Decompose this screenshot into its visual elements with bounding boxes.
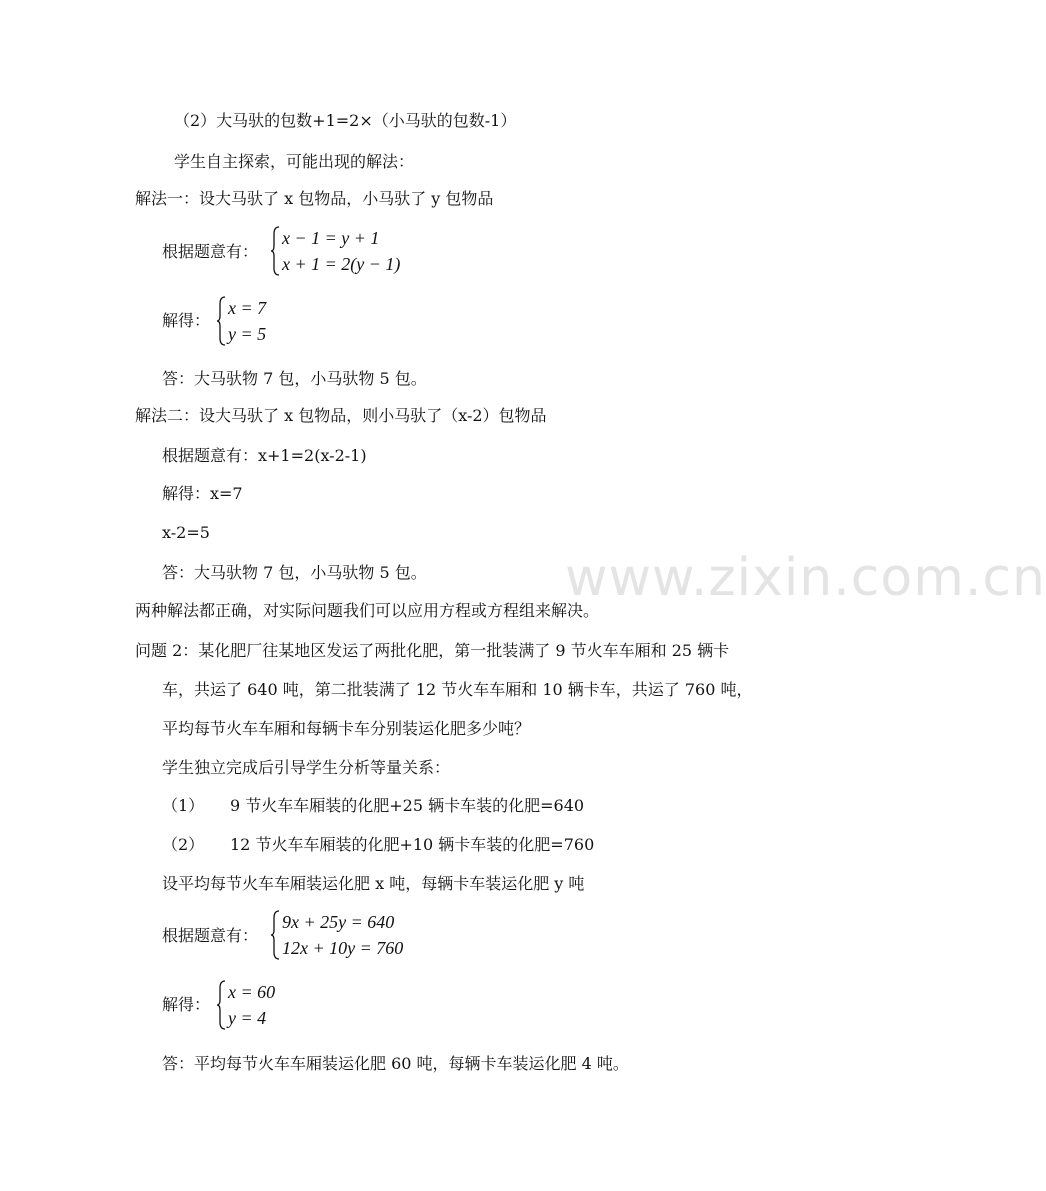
equation-row: y = 5 (228, 324, 267, 344)
left-brace-icon (216, 980, 226, 1030)
equation-row: x + 1 = 2(y − 1) (282, 254, 401, 274)
method-1-heading: 解法一：设大马驮了 x 包物品，小马驮了 y 包物品 (135, 189, 494, 208)
problem-2-answer: 答：平均每节火车车厢装运化肥 60 吨，每辆卡车装运化肥 4 吨。 (162, 1054, 629, 1073)
equation-system-2 (270, 910, 450, 960)
relation-1-number: （1） (162, 796, 205, 815)
method-1-setup-label: 根据题意有： (162, 242, 259, 261)
explore-intro-text: 学生自主探索，可能出现的解法： (174, 152, 415, 171)
left-brace-icon (270, 226, 280, 276)
solution-system-1 (216, 296, 316, 346)
equation-row: x = 60 (228, 982, 276, 1002)
problem-2-line-2: 车，共运了 640 吨，第二批装满了 12 节火车车厢和 10 辆卡车，共运了 760 吨， (162, 680, 753, 699)
problem-2-solve-label: 解得： (162, 995, 211, 1014)
analysis-intro: 学生独立完成后引导学生分析等量关系： (162, 758, 451, 777)
method-1-answer: 答：大马驮物 7 包，小马驮物 5 包。 (162, 369, 427, 388)
method-2-answer: 答：大马驮物 7 包，小马驮物 5 包。 (162, 563, 427, 582)
equation-row: 12x + 10y = 760 (282, 938, 404, 958)
method-2-result: x-2=5 (162, 523, 210, 542)
relation-2-text: （2）大马驮的包数+1=2×（小马驮的包数-1） (174, 111, 517, 130)
method-2-solve: 解得：x=7 (162, 484, 243, 503)
watermark: www.zixin.com.cn (565, 548, 1046, 608)
problem-2-line-3: 平均每节火车车厢和每辆卡车分别装运化肥多少吨？ (162, 719, 531, 738)
equation-row: 9x + 25y = 640 (282, 912, 395, 932)
method-2-heading: 解法二：设大马驮了 x 包物品，则小马驮了（x-2）包物品 (135, 406, 547, 425)
equation-row: x − 1 = y + 1 (282, 228, 380, 248)
problem-2-line-1: 问题 2：某化肥厂往某地区发运了两批化肥，第一批装满了 9 节火车车厢和 25 辆卡 (135, 641, 730, 660)
solution-system-2 (216, 980, 316, 1030)
relation-2-number: （2） (162, 835, 205, 854)
equation-row: x = 7 (228, 298, 267, 318)
relation-1-text: 9 节火车车厢装的化肥+25 辆卡车装的化肥=640 (230, 796, 585, 815)
conclusion-text: 两种解法都正确，对实际问题我们可以应用方程或方程组来解决。 (135, 601, 600, 620)
left-brace-icon (270, 910, 280, 960)
relation-2-text: 12 节火车车厢装的化肥+10 辆卡车装的化肥=760 (230, 835, 595, 854)
method-2-setup: 根据题意有：x+1=2(x-2-1) (162, 446, 367, 465)
left-brace-icon (216, 296, 226, 346)
method-1-solve-label: 解得： (162, 311, 211, 330)
equation-system-1 (270, 226, 450, 276)
problem-2-equation-label: 根据题意有： (162, 926, 259, 945)
problem-2-setup: 设平均每节火车车厢装运化肥 x 吨，每辆卡车装运化肥 y 吨 (162, 874, 585, 893)
equation-row: y = 4 (228, 1008, 267, 1028)
